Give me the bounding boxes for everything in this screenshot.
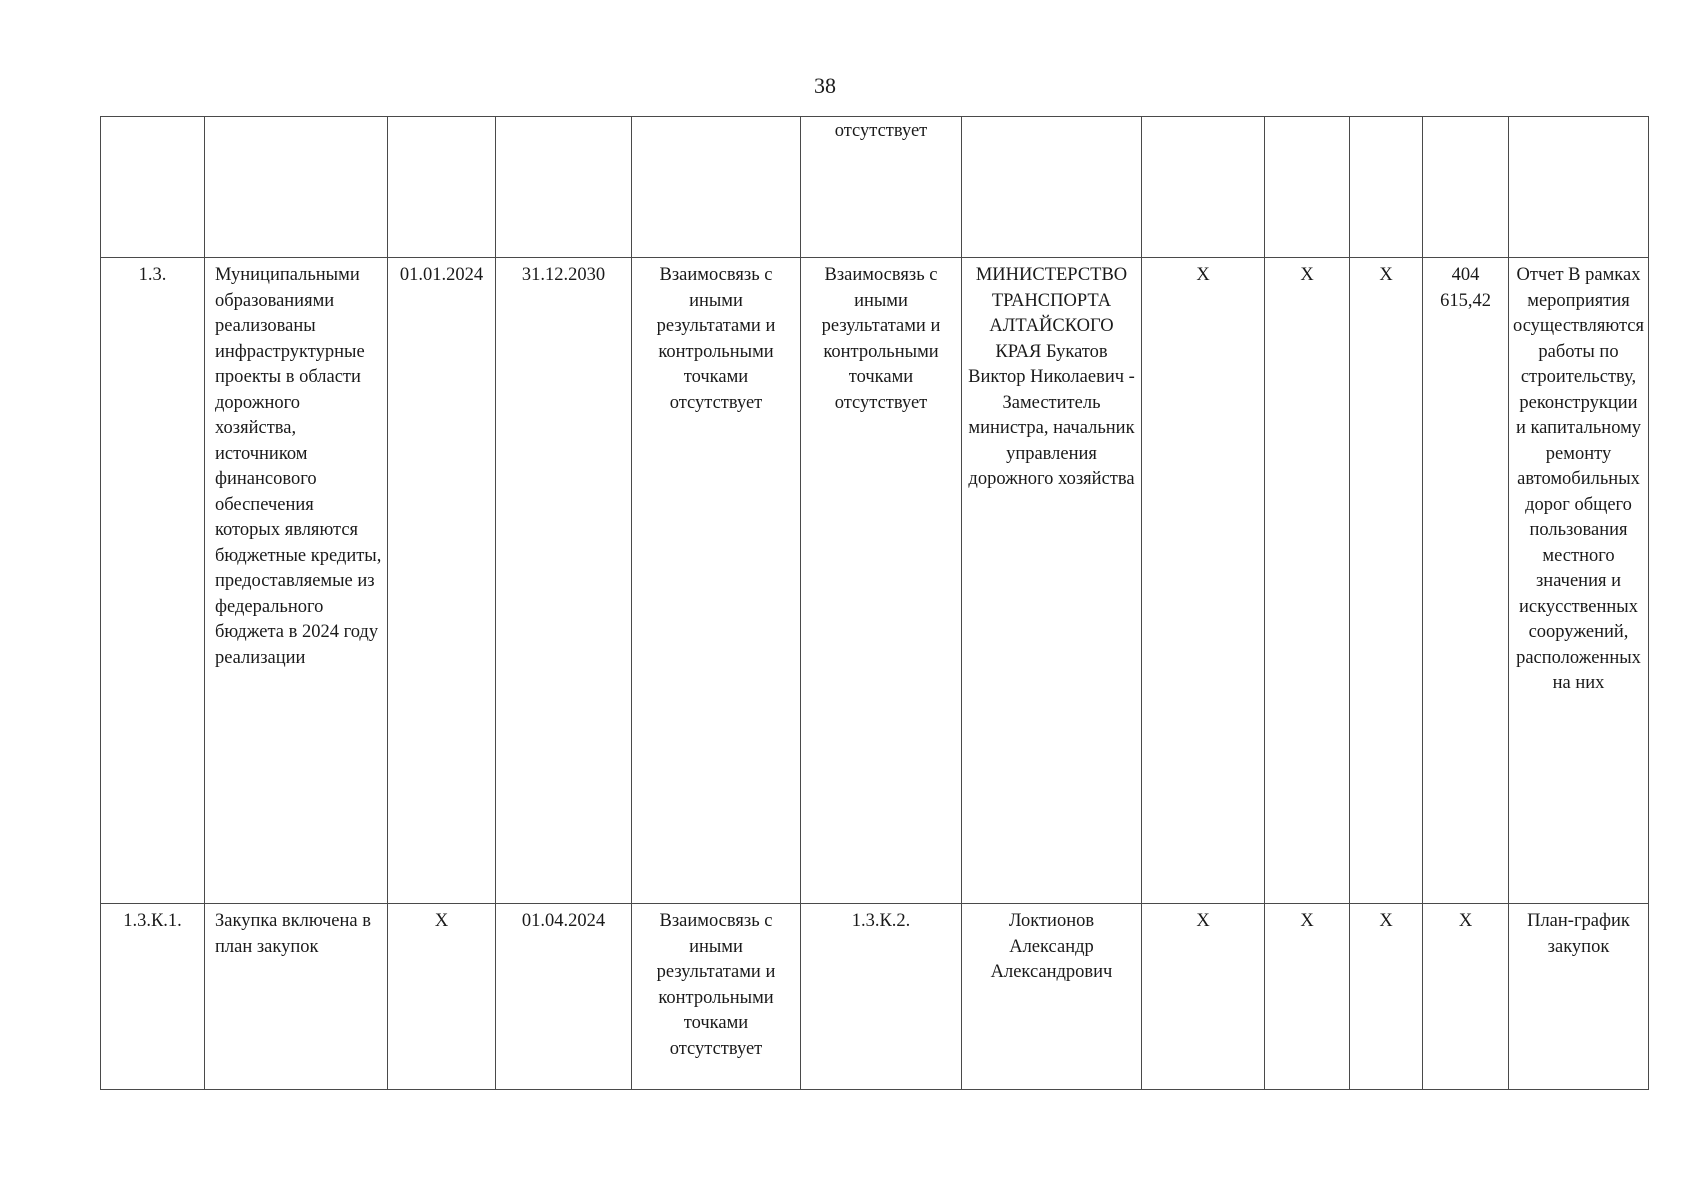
table-row bbox=[101, 258, 1649, 904]
cell-x2: X bbox=[1265, 904, 1350, 1090]
cell-doc: План-график закупок bbox=[1509, 904, 1649, 1090]
cell-x3: X bbox=[1350, 258, 1423, 904]
cell-amount: X bbox=[1423, 904, 1509, 1090]
cell-x1: X bbox=[1142, 258, 1265, 904]
cell-doc bbox=[1509, 117, 1649, 258]
cell-amount: 404 615,42 bbox=[1423, 258, 1509, 904]
cell-link-next: отсутствует bbox=[801, 117, 962, 258]
cell-responsible: Локтионов Александр Александрович bbox=[962, 904, 1142, 1090]
cell-start: X bbox=[388, 904, 496, 1090]
cell-responsible bbox=[962, 117, 1142, 258]
cell-link-prev: Взаимосвязь с иными результатами и контрольными точками отсутствует bbox=[632, 904, 801, 1090]
cell-start bbox=[388, 117, 496, 258]
cell-link-prev: Взаимосвязь с иными результатами и контрольными точками отсутствует bbox=[632, 258, 801, 904]
table-row bbox=[101, 904, 1649, 1090]
cell-link-next: 1.3.К.2. bbox=[801, 904, 962, 1090]
cell-name: Закупка включена в план закупок bbox=[205, 904, 388, 1090]
page-number: 38 bbox=[814, 73, 836, 98]
cell-x2: X bbox=[1265, 258, 1350, 904]
cell-x3 bbox=[1350, 117, 1423, 258]
cell-num: 1.3.К.1. bbox=[101, 904, 205, 1090]
cell-amount bbox=[1423, 117, 1509, 258]
cell-doc: Отчет В рамках мероприятия осуществляются работы по строительству, реконструкции и капитальному ремонту автомобильных дорог общего пользования местного значения и искусственных сооружений, расположенных на них bbox=[1509, 258, 1649, 904]
plan-table bbox=[100, 116, 1649, 1090]
cell-end bbox=[496, 117, 632, 258]
cell-end: 31.12.2030 bbox=[496, 258, 632, 904]
cell-x1 bbox=[1142, 117, 1265, 258]
cell-x2 bbox=[1265, 117, 1350, 258]
cell-responsible: МИНИСТЕРСТВО ТРАНСПОРТА АЛТАЙСКОГО КРАЯ Букатов Виктор Николаевич - Заместитель министра, начальник управления дорожного хозяйства bbox=[962, 258, 1142, 904]
cell-link-prev bbox=[632, 117, 801, 258]
cell-end: 01.04.2024 bbox=[496, 904, 632, 1090]
cell-name: Муниципальными образованиями реализованы инфраструктурные проекты в области дорожного хозяйства, источником финансового обеспечения которых являются бюджетные кредиты, предоставляемые из федерального бюджета в 2024 году реализации bbox=[205, 258, 388, 904]
cell-start: 01.01.2024 bbox=[388, 258, 496, 904]
cell-x1: X bbox=[1142, 904, 1265, 1090]
cell-num bbox=[101, 117, 205, 258]
cell-num: 1.3. bbox=[101, 258, 205, 904]
cell-name bbox=[205, 117, 388, 258]
cell-x3: X bbox=[1350, 904, 1423, 1090]
table-row bbox=[101, 117, 1649, 258]
cell-link-next: Взаимосвязь с иными результатами и контрольными точками отсутствует bbox=[801, 258, 962, 904]
